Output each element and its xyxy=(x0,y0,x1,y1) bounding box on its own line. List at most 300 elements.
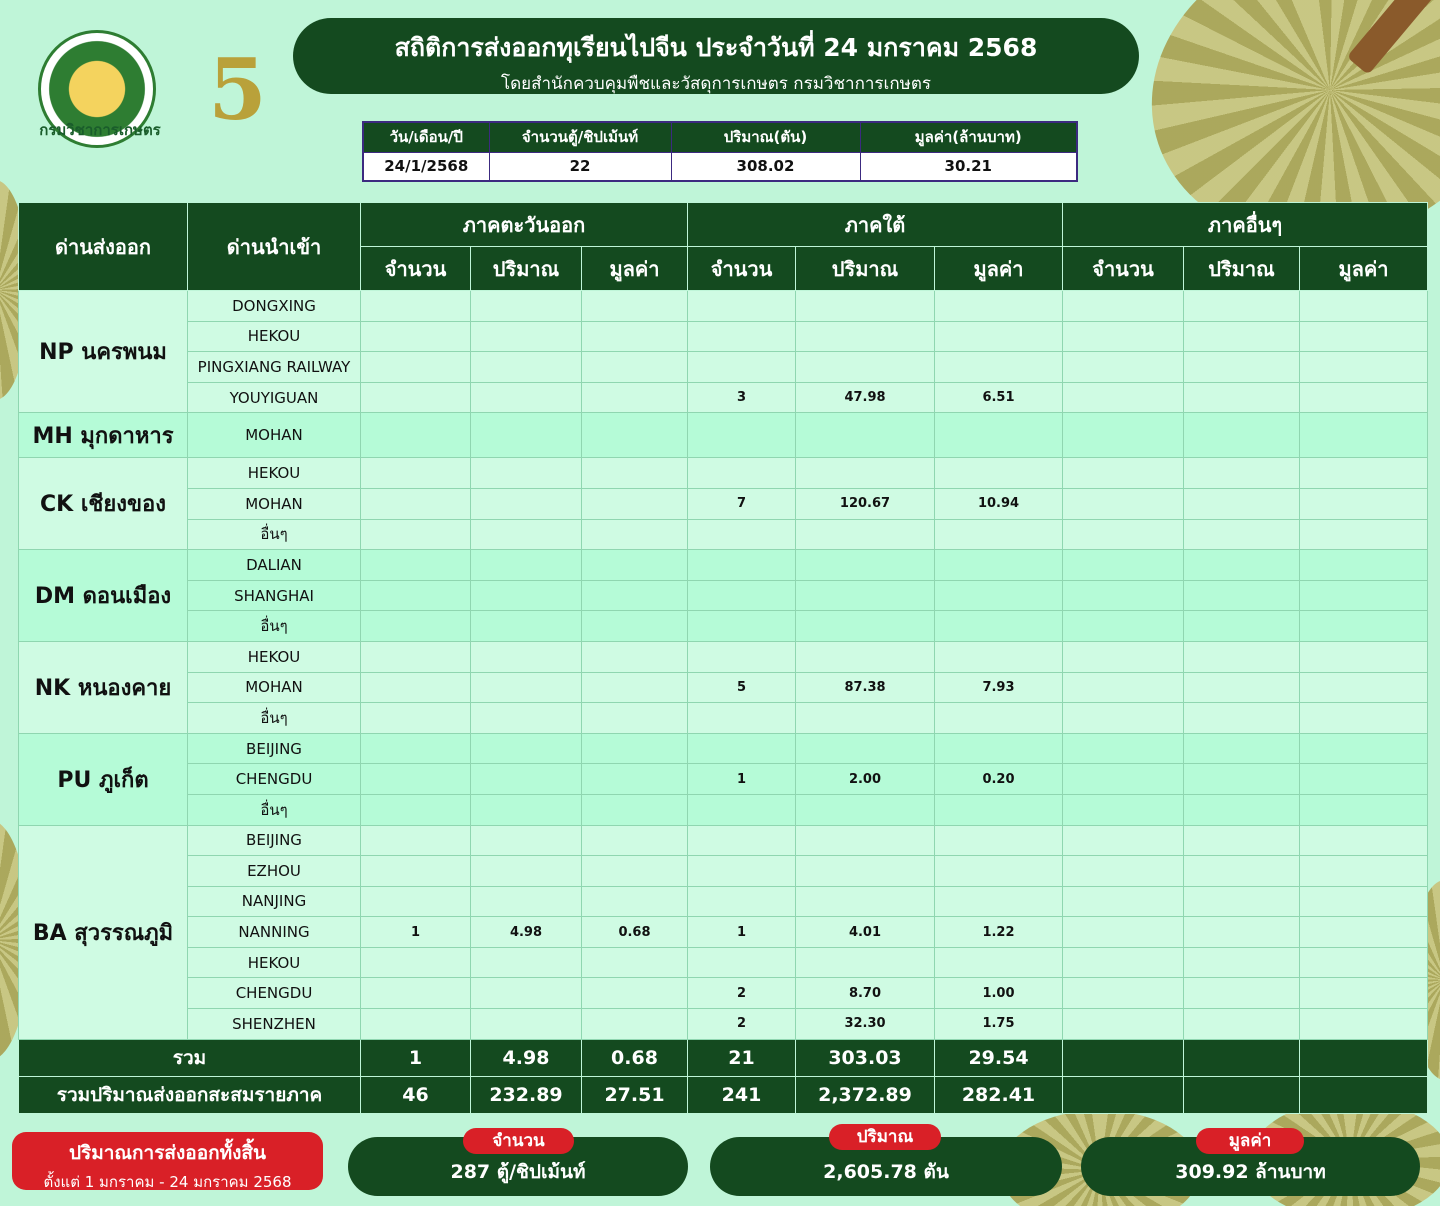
value-cell xyxy=(361,947,471,978)
value-cell xyxy=(1063,703,1184,734)
value-cell: 1.75 xyxy=(935,1009,1063,1040)
value-cell xyxy=(935,291,1063,322)
value-cell: 87.38 xyxy=(796,672,935,703)
value-cell xyxy=(1184,611,1300,642)
exit-gate-cell: DM ดอนเมือง xyxy=(19,550,188,642)
total-cell xyxy=(1063,1039,1184,1076)
value-cell xyxy=(582,382,688,413)
entry-port-cell: HEKOU xyxy=(188,321,361,352)
table-row xyxy=(19,886,1428,917)
entry-port-cell: YOUYIGUAN xyxy=(188,382,361,413)
export-stats-table xyxy=(18,202,1428,1114)
value-cell xyxy=(1184,1009,1300,1040)
value-cell xyxy=(1300,458,1428,489)
total-cell xyxy=(1184,1039,1300,1076)
value-cell xyxy=(471,413,582,458)
value-cell xyxy=(361,352,471,383)
value-cell xyxy=(688,321,796,352)
value-cell xyxy=(796,611,935,642)
value-cell xyxy=(471,611,582,642)
value-cell xyxy=(796,641,935,672)
total-value-value: 309.92 ล้านบาท xyxy=(1175,1161,1326,1183)
value-cell xyxy=(1184,672,1300,703)
value-cell xyxy=(1300,856,1428,887)
value-cell xyxy=(582,886,688,917)
value-cell xyxy=(361,978,471,1009)
value-cell xyxy=(1184,794,1300,825)
value-cell xyxy=(471,856,582,887)
entry-port-cell: MOHAN xyxy=(188,413,361,458)
entry-port-cell: HEKOU xyxy=(188,641,361,672)
summary-value: 30.21 xyxy=(860,152,1077,181)
value-cell xyxy=(688,641,796,672)
value-cell xyxy=(471,488,582,519)
value-cell xyxy=(1184,886,1300,917)
value-cell xyxy=(582,703,688,734)
table-row xyxy=(19,641,1428,672)
value-cell xyxy=(1184,321,1300,352)
entry-port-cell: NANNING xyxy=(188,917,361,948)
total-cell: 4.98 xyxy=(471,1039,582,1076)
table-row xyxy=(19,550,1428,581)
value-cell xyxy=(471,733,582,764)
header-region-south: ภาคใต้ xyxy=(688,203,1063,247)
value-cell xyxy=(1300,519,1428,550)
entry-port-cell: HEKOU xyxy=(188,947,361,978)
value-cell xyxy=(1063,580,1184,611)
value-cell xyxy=(1063,413,1184,458)
value-cell xyxy=(1063,764,1184,795)
value-cell xyxy=(471,794,582,825)
entry-port-cell: BEIJING xyxy=(188,733,361,764)
value-cell xyxy=(688,947,796,978)
summary-volume: 308.02 xyxy=(671,152,860,181)
cumulative-cell xyxy=(1300,1076,1428,1113)
value-cell xyxy=(688,352,796,383)
header-region-east: ภาคตะวันออก xyxy=(361,203,688,247)
value-cell xyxy=(471,519,582,550)
value-cell xyxy=(471,321,582,352)
exit-gate-cell: BA สุวรรณภูมิ xyxy=(19,825,188,1039)
value-cell xyxy=(1184,458,1300,489)
value-cell xyxy=(796,413,935,458)
entry-port-cell: CHENGDU xyxy=(188,764,361,795)
subheader-value: มูลค่า xyxy=(582,247,688,291)
value-cell xyxy=(796,458,935,489)
value-cell xyxy=(935,856,1063,887)
value-cell xyxy=(1063,794,1184,825)
value-tag: มูลค่า xyxy=(1196,1128,1304,1154)
value-cell xyxy=(935,641,1063,672)
table-row xyxy=(19,733,1428,764)
value-cell xyxy=(1184,947,1300,978)
value-cell: 1 xyxy=(361,917,471,948)
table-row xyxy=(19,352,1428,383)
cumulative-label: รวมปริมาณส่งออกสะสมรายภาค xyxy=(19,1076,361,1113)
value-cell xyxy=(1184,733,1300,764)
value-cell xyxy=(796,550,935,581)
value-cell xyxy=(1063,321,1184,352)
table-row xyxy=(19,488,1428,519)
value-cell xyxy=(935,550,1063,581)
value-cell xyxy=(1063,672,1184,703)
value-cell xyxy=(471,764,582,795)
value-cell xyxy=(688,886,796,917)
entry-port-cell: EZHOU xyxy=(188,856,361,887)
value-cell xyxy=(1184,519,1300,550)
value-cell xyxy=(471,947,582,978)
value-cell xyxy=(471,886,582,917)
exit-gate-cell: NK หนองคาย xyxy=(19,641,188,733)
total-cell: 29.54 xyxy=(935,1039,1063,1076)
value-cell xyxy=(361,519,471,550)
value-cell xyxy=(796,947,935,978)
value-cell xyxy=(471,382,582,413)
value-cell xyxy=(1063,458,1184,489)
value-cell xyxy=(1184,580,1300,611)
table-row xyxy=(19,580,1428,611)
value-cell xyxy=(935,352,1063,383)
entry-port-cell: HEKOU xyxy=(188,458,361,489)
table-row xyxy=(19,382,1428,413)
value-cell xyxy=(582,733,688,764)
table-row xyxy=(19,856,1428,887)
value-cell xyxy=(1063,917,1184,948)
value-cell xyxy=(688,291,796,322)
value-cell xyxy=(1063,641,1184,672)
value-cell xyxy=(1184,856,1300,887)
value-cell xyxy=(796,733,935,764)
header-entry-port: ด่านนำเข้า xyxy=(188,203,361,291)
value-cell xyxy=(1063,291,1184,322)
header-region-other: ภาคอื่นๆ xyxy=(1063,203,1428,247)
entry-port-cell: CHENGDU xyxy=(188,978,361,1009)
value-cell xyxy=(796,794,935,825)
value-cell xyxy=(582,580,688,611)
entry-port-cell: DALIAN xyxy=(188,550,361,581)
value-cell xyxy=(1300,825,1428,856)
entry-port-cell: MOHAN xyxy=(188,488,361,519)
value-cell xyxy=(361,825,471,856)
table-row xyxy=(19,1009,1428,1040)
value-cell xyxy=(1063,1009,1184,1040)
anniversary-logo: 5 xyxy=(208,40,267,139)
table-row xyxy=(19,321,1428,352)
value-cell: 6.51 xyxy=(935,382,1063,413)
value-cell xyxy=(1184,382,1300,413)
value-cell xyxy=(1300,352,1428,383)
value-cell xyxy=(1300,488,1428,519)
value-cell: 3 xyxy=(688,382,796,413)
total-label: รวม xyxy=(19,1039,361,1076)
cumulative-cell: 46 xyxy=(361,1076,471,1113)
value-cell xyxy=(1300,672,1428,703)
value-cell xyxy=(471,641,582,672)
value-cell xyxy=(582,611,688,642)
value-cell xyxy=(582,488,688,519)
value-cell xyxy=(1184,978,1300,1009)
value-cell xyxy=(1300,321,1428,352)
entry-port-cell: อื่นๆ xyxy=(188,519,361,550)
value-cell xyxy=(471,291,582,322)
total-cell: 303.03 xyxy=(796,1039,935,1076)
value-cell xyxy=(1300,978,1428,1009)
total-export-period: ตั้งแต่ 1 มกราคม - 24 มกราคม 2568 xyxy=(43,1173,292,1191)
value-cell: 4.98 xyxy=(471,917,582,948)
value-cell xyxy=(935,580,1063,611)
table-row xyxy=(19,917,1428,948)
value-cell xyxy=(471,1009,582,1040)
value-cell xyxy=(1184,641,1300,672)
value-cell xyxy=(935,733,1063,764)
value-cell xyxy=(471,580,582,611)
value-cell xyxy=(688,580,796,611)
value-cell xyxy=(1184,703,1300,734)
cumulative-row xyxy=(19,1076,1428,1113)
value-cell xyxy=(688,458,796,489)
header-exit-gate: ด่านส่งออก xyxy=(19,203,188,291)
value-cell: 2 xyxy=(688,1009,796,1040)
value-cell xyxy=(471,352,582,383)
value-cell xyxy=(935,519,1063,550)
value-cell xyxy=(582,291,688,322)
value-cell xyxy=(361,886,471,917)
page-title: สถิติการส่งออกทุเรียนไปจีน ประจำวันที่ 24 มกราคม 2568 xyxy=(394,33,1038,62)
exit-gate-cell: PU ภูเก็ต xyxy=(19,733,188,825)
value-cell xyxy=(361,413,471,458)
entry-port-cell: NANJING xyxy=(188,886,361,917)
table-row xyxy=(19,458,1428,489)
entry-port-cell: SHENZHEN xyxy=(188,1009,361,1040)
value-cell xyxy=(1300,580,1428,611)
value-cell xyxy=(1184,413,1300,458)
value-cell xyxy=(361,794,471,825)
value-cell xyxy=(1184,917,1300,948)
value-cell xyxy=(361,458,471,489)
value-cell xyxy=(935,794,1063,825)
summary-date: 24/1/2568 xyxy=(363,152,489,181)
value-cell xyxy=(1184,825,1300,856)
value-cell xyxy=(582,825,688,856)
value-cell xyxy=(1063,825,1184,856)
subheader-count: จำนวน xyxy=(1063,247,1184,291)
value-cell xyxy=(688,550,796,581)
value-cell xyxy=(688,519,796,550)
value-cell xyxy=(796,703,935,734)
value-cell xyxy=(1063,519,1184,550)
value-cell xyxy=(1063,886,1184,917)
value-cell xyxy=(796,291,935,322)
value-cell xyxy=(1063,382,1184,413)
entry-port-cell: MOHAN xyxy=(188,672,361,703)
value-cell xyxy=(361,672,471,703)
value-cell xyxy=(582,413,688,458)
doa-logo-text: กรมวิชาการเกษตร xyxy=(39,121,161,139)
value-cell xyxy=(361,733,471,764)
value-cell xyxy=(1184,764,1300,795)
cumulative-cell: 241 xyxy=(688,1076,796,1113)
value-cell xyxy=(1300,550,1428,581)
value-cell xyxy=(688,703,796,734)
value-cell xyxy=(471,550,582,581)
value-cell xyxy=(1300,733,1428,764)
value-cell: 0.20 xyxy=(935,764,1063,795)
value-cell xyxy=(582,794,688,825)
entry-port-cell: PINGXIANG RAILWAY xyxy=(188,352,361,383)
value-cell xyxy=(796,519,935,550)
value-cell: 1 xyxy=(688,917,796,948)
daily-summary-table xyxy=(362,121,1078,182)
value-cell xyxy=(582,321,688,352)
subheader-value: มูลค่า xyxy=(1300,247,1428,291)
summary-header-volume: ปริมาณ(ตัน) xyxy=(671,122,860,152)
value-cell xyxy=(1300,947,1428,978)
value-cell xyxy=(935,703,1063,734)
entry-port-cell: DONGXING xyxy=(188,291,361,322)
value-cell xyxy=(471,458,582,489)
value-cell xyxy=(1300,764,1428,795)
value-cell xyxy=(582,352,688,383)
value-cell xyxy=(688,733,796,764)
value-cell xyxy=(935,413,1063,458)
volume-tag: ปริมาณ xyxy=(829,1124,941,1150)
value-cell xyxy=(1300,703,1428,734)
value-cell xyxy=(1300,291,1428,322)
cumulative-cell: 2,372.89 xyxy=(796,1076,935,1113)
value-cell xyxy=(935,321,1063,352)
value-cell xyxy=(1300,886,1428,917)
value-cell xyxy=(796,352,935,383)
value-cell xyxy=(361,488,471,519)
value-cell xyxy=(1184,352,1300,383)
value-cell xyxy=(796,886,935,917)
subheader-volume: ปริมาณ xyxy=(796,247,935,291)
table-row xyxy=(19,611,1428,642)
summary-header-count: จำนวนตู้/ชิปเม้นท์ xyxy=(489,122,671,152)
value-cell: 47.98 xyxy=(796,382,935,413)
subheader-volume: ปริมาณ xyxy=(471,247,582,291)
value-cell: 7 xyxy=(688,488,796,519)
value-cell: 8.70 xyxy=(796,978,935,1009)
value-cell xyxy=(1063,733,1184,764)
total-export-title: ปริมาณการส่งออกทั้งสิ้น xyxy=(68,1142,267,1164)
value-cell xyxy=(582,458,688,489)
value-cell xyxy=(582,947,688,978)
value-cell xyxy=(361,703,471,734)
value-cell xyxy=(1184,291,1300,322)
subheader-value: มูลค่า xyxy=(935,247,1063,291)
subheader-count: จำนวน xyxy=(688,247,796,291)
value-cell xyxy=(688,856,796,887)
value-cell xyxy=(361,641,471,672)
value-cell xyxy=(688,825,796,856)
value-cell xyxy=(471,672,582,703)
value-cell xyxy=(796,825,935,856)
entry-port-cell: อื่นๆ xyxy=(188,703,361,734)
subheader-volume: ปริมาณ xyxy=(1184,247,1300,291)
value-cell xyxy=(361,764,471,795)
value-cell xyxy=(935,825,1063,856)
value-cell xyxy=(688,611,796,642)
value-cell: 5 xyxy=(688,672,796,703)
value-cell xyxy=(582,978,688,1009)
value-cell xyxy=(361,291,471,322)
value-cell: 4.01 xyxy=(796,917,935,948)
table-row xyxy=(19,519,1428,550)
entry-port-cell: อื่นๆ xyxy=(188,611,361,642)
table-row xyxy=(19,672,1428,703)
total-export-banner xyxy=(12,1132,323,1190)
value-cell xyxy=(361,856,471,887)
count-tag: จำนวน xyxy=(463,1128,574,1154)
value-cell: 10.94 xyxy=(935,488,1063,519)
value-cell xyxy=(471,978,582,1009)
table-row xyxy=(19,978,1428,1009)
total-volume-value: 2,605.78 ตัน xyxy=(823,1161,949,1183)
value-cell xyxy=(1063,352,1184,383)
cumulative-cell: 27.51 xyxy=(582,1076,688,1113)
value-cell xyxy=(471,703,582,734)
value-cell: 0.68 xyxy=(582,917,688,948)
page-subtitle: โดยสำนักควบคุมพืชและวัสดุการเกษตร กรมวิชาการเกษตร xyxy=(500,74,932,94)
table-row xyxy=(19,947,1428,978)
table-row xyxy=(19,413,1428,458)
value-cell xyxy=(796,580,935,611)
subheader-count: จำนวน xyxy=(361,247,471,291)
value-cell xyxy=(1300,382,1428,413)
value-cell xyxy=(361,382,471,413)
value-cell xyxy=(471,825,582,856)
value-cell xyxy=(582,641,688,672)
value-cell xyxy=(361,580,471,611)
value-cell xyxy=(361,550,471,581)
value-cell xyxy=(688,413,796,458)
entry-port-cell: SHANGHAI xyxy=(188,580,361,611)
value-cell xyxy=(582,550,688,581)
value-cell xyxy=(1184,550,1300,581)
cumulative-cell xyxy=(1063,1076,1184,1113)
value-cell: 32.30 xyxy=(796,1009,935,1040)
total-cell: 1 xyxy=(361,1039,471,1076)
value-cell: 1.00 xyxy=(935,978,1063,1009)
value-cell: 7.93 xyxy=(935,672,1063,703)
total-cell: 21 xyxy=(688,1039,796,1076)
table-row xyxy=(19,764,1428,795)
value-cell xyxy=(1300,611,1428,642)
value-cell xyxy=(1300,794,1428,825)
exit-gate-cell: CK เชียงของ xyxy=(19,458,188,550)
value-cell xyxy=(1063,488,1184,519)
value-cell xyxy=(1300,1009,1428,1040)
total-cell xyxy=(1300,1039,1428,1076)
value-cell xyxy=(1063,611,1184,642)
table-row xyxy=(19,703,1428,734)
value-cell xyxy=(935,947,1063,978)
value-cell xyxy=(1300,413,1428,458)
title-banner xyxy=(293,18,1139,94)
value-cell xyxy=(935,611,1063,642)
value-cell xyxy=(1063,947,1184,978)
value-cell xyxy=(361,321,471,352)
value-cell xyxy=(361,1009,471,1040)
value-cell xyxy=(688,794,796,825)
value-cell xyxy=(796,321,935,352)
value-cell xyxy=(582,519,688,550)
value-cell xyxy=(1063,550,1184,581)
entry-port-cell: อื่นๆ xyxy=(188,794,361,825)
value-cell xyxy=(582,672,688,703)
total-cell: 0.68 xyxy=(582,1039,688,1076)
